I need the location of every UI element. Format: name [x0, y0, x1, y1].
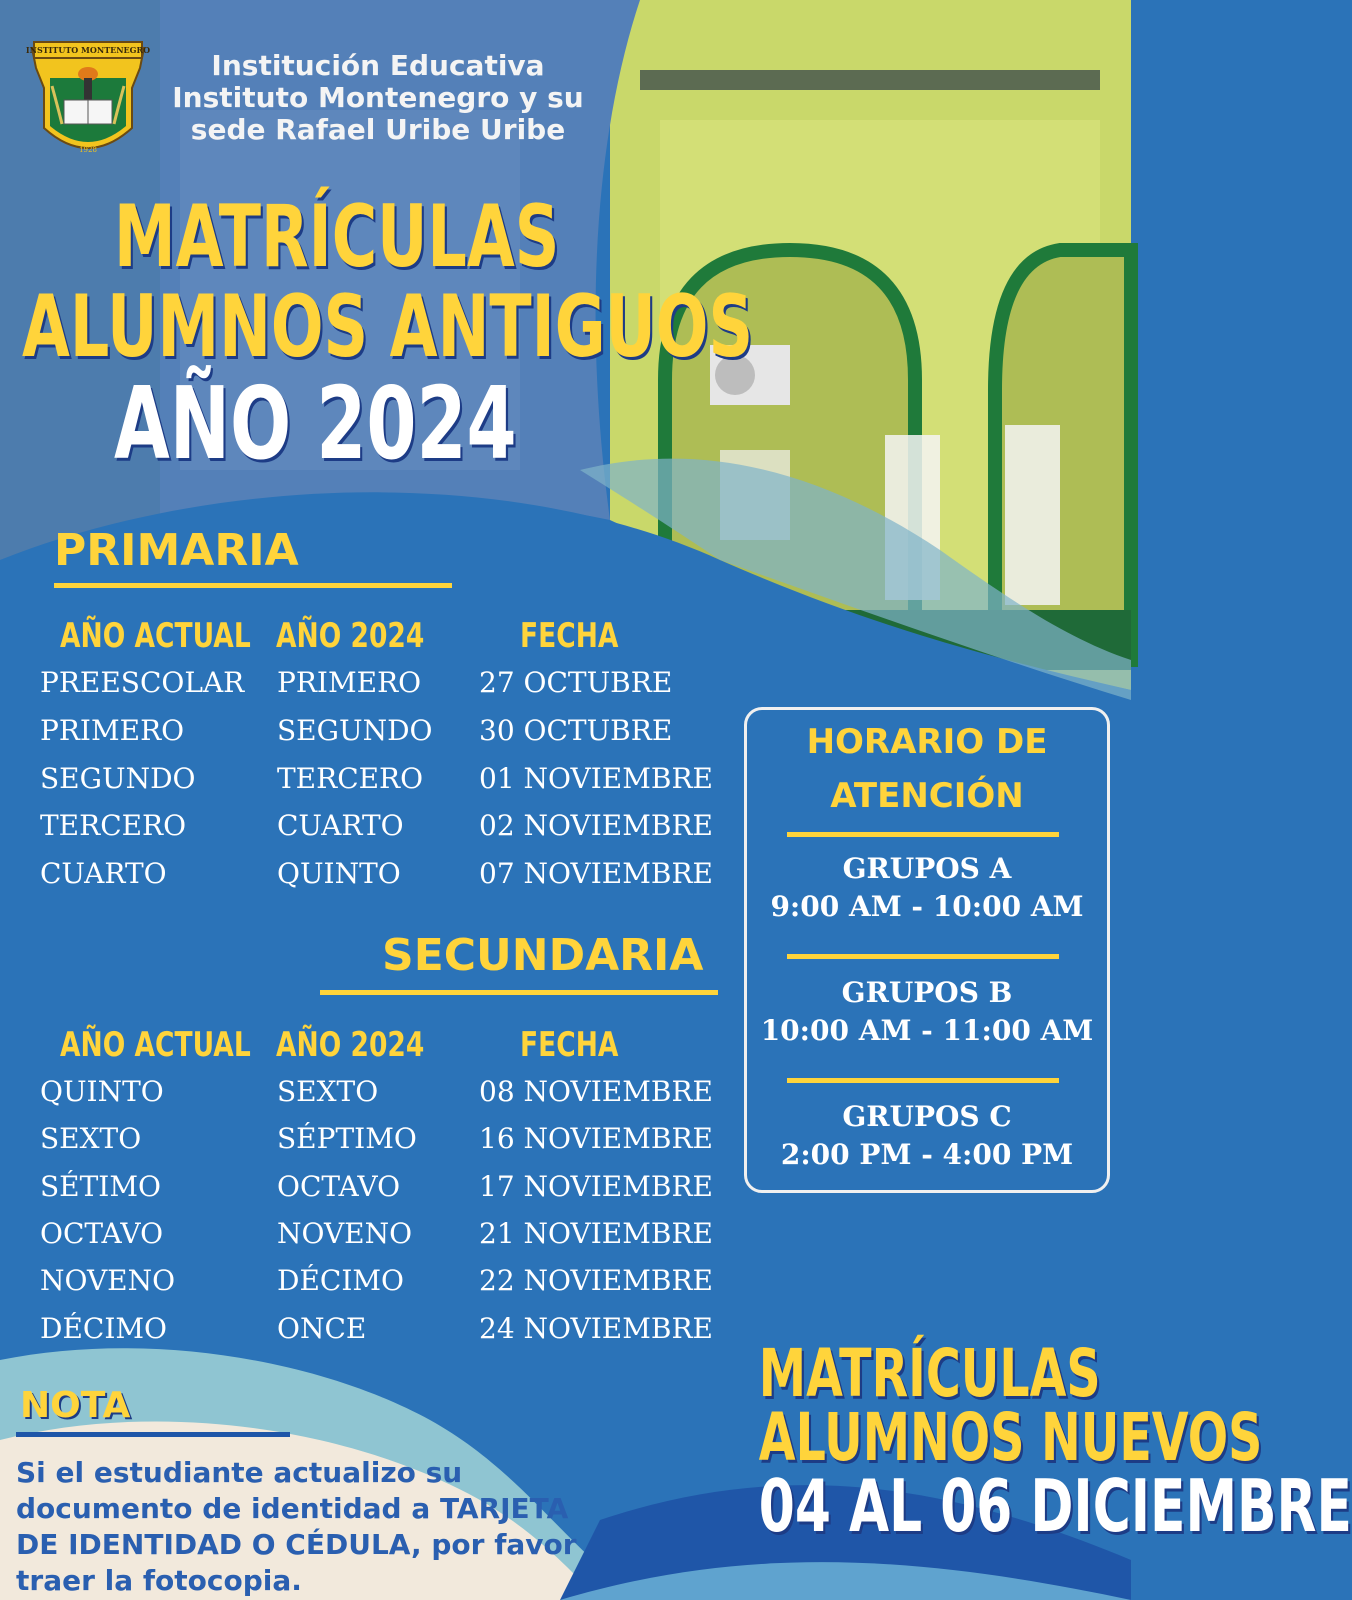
- cell-2024: SEXTO: [277, 1075, 379, 1108]
- secundaria-col-actual: AÑO ACTUAL: [60, 1025, 251, 1065]
- group-b-name: GRUPOS B: [841, 976, 1013, 1009]
- cell-actual: CUARTO: [40, 857, 167, 890]
- cell-2024: PRIMERO: [277, 666, 422, 699]
- table-row: [40, 1170, 720, 1218]
- cell-fecha: 22 NOVIEMBRE: [479, 1264, 713, 1297]
- nuevos-line-1: MATRÍCULAS: [758, 1335, 1101, 1412]
- group-a-time: 9:00 AM - 10:00 AM: [770, 890, 1084, 923]
- cell-2024: TERCERO: [277, 762, 424, 795]
- secundaria-heading: SECUNDARIA: [382, 930, 704, 981]
- cell-actual: SEXTO: [40, 1122, 142, 1155]
- cell-fecha: 27 OCTUBRE: [479, 666, 673, 699]
- table-row: [40, 857, 720, 905]
- group-b-time: 10:00 AM - 11:00 AM: [760, 1014, 1094, 1047]
- nota-underline: [16, 1432, 290, 1437]
- title-matriculas: MATRÍCULAS: [114, 187, 560, 287]
- cell-2024: ONCE: [277, 1312, 367, 1345]
- primaria-col-fecha: FECHA: [520, 616, 619, 656]
- table-row: [40, 1264, 720, 1312]
- cell-actual: PRIMERO: [40, 714, 185, 747]
- nota-text: Si el estudiante actualizo su documento de identidad a TARJETA DE IDENTIDAD O CÉDULA, por favor traer la fotocopia.: [16, 1456, 577, 1597]
- cell-2024: SÉPTIMO: [277, 1122, 417, 1155]
- nuevos-block: [700, 1335, 1352, 1548]
- table-row: [40, 1217, 720, 1265]
- cell-actual: QUINTO: [40, 1075, 164, 1108]
- cell-2024: CUARTO: [277, 809, 404, 842]
- cell-fecha: 08 NOVIEMBRE: [479, 1075, 713, 1108]
- logo-text: INSTITUTO MONTENEGRO: [25, 45, 151, 55]
- nota-heading: NOTA: [20, 1385, 131, 1426]
- horario-box: [744, 707, 1110, 1193]
- cell-fecha: 30 OCTUBRE: [479, 714, 673, 747]
- cell-fecha: 24 NOVIEMBRE: [479, 1312, 713, 1345]
- cell-actual: SÉTIMO: [40, 1170, 161, 1203]
- table-row: [40, 1122, 720, 1170]
- nuevos-line-3: 04 AL 06 DICIEMBRE: [758, 1464, 1352, 1548]
- table-row: [40, 1312, 720, 1360]
- secundaria-col-2024: AÑO 2024: [276, 1025, 425, 1065]
- table-row: [40, 762, 720, 810]
- cell-actual: SEGUNDO: [40, 762, 196, 795]
- table-row: [40, 809, 720, 857]
- horario-divider: [787, 954, 1059, 959]
- nuevos-line-2: ALUMNOS NUEVOS: [758, 1399, 1263, 1476]
- cell-fecha: 01 NOVIEMBRE: [479, 762, 713, 795]
- institution-line-2: Instituto Montenegro y su: [172, 81, 584, 114]
- table-row: [40, 666, 720, 714]
- group-c-time: 2:00 PM - 4:00 PM: [780, 1138, 1074, 1171]
- institution-name: [168, 50, 588, 146]
- cell-2024: QUINTO: [277, 857, 401, 890]
- cell-actual: PREESCOLAR: [40, 666, 245, 699]
- cell-2024: NOVENO: [277, 1217, 413, 1250]
- logo-year: 1928: [79, 146, 97, 154]
- title-year: AÑO 2024: [114, 365, 517, 482]
- cell-fecha: 17 NOVIEMBRE: [479, 1170, 713, 1203]
- cell-2024: SEGUNDO: [277, 714, 433, 747]
- primaria-col-actual: AÑO ACTUAL: [60, 616, 251, 656]
- horario-title-line-1: HORARIO DE: [806, 722, 1048, 762]
- cell-fecha: 21 NOVIEMBRE: [479, 1217, 713, 1250]
- horario-title-line-2: ATENCIÓN: [830, 776, 1024, 816]
- cell-2024: DÉCIMO: [277, 1264, 404, 1297]
- cell-fecha: 02 NOVIEMBRE: [479, 809, 713, 842]
- title-alumnos-antiguos: ALUMNOS ANTIGUOS: [22, 277, 754, 377]
- horario-divider: [787, 1078, 1059, 1083]
- cell-fecha: 16 NOVIEMBRE: [479, 1122, 713, 1155]
- group-a-name: GRUPOS A: [842, 852, 1012, 885]
- horario-divider: [787, 832, 1059, 837]
- school-logo: [22, 38, 154, 168]
- secundaria-underline: [320, 990, 718, 995]
- cell-actual: OCTAVO: [40, 1217, 164, 1250]
- cell-2024: OCTAVO: [277, 1170, 401, 1203]
- cell-actual: NOVENO: [40, 1264, 176, 1297]
- table-row: [40, 714, 720, 762]
- primaria-heading: PRIMARIA: [54, 525, 299, 576]
- institution-line-3: sede Rafael Uribe Uribe: [190, 113, 566, 146]
- cell-fecha: 07 NOVIEMBRE: [479, 857, 713, 890]
- primaria-underline: [54, 583, 452, 588]
- table-row: [40, 1075, 720, 1123]
- cell-actual: TERCERO: [40, 809, 187, 842]
- primaria-col-2024: AÑO 2024: [276, 616, 425, 656]
- secundaria-col-fecha: FECHA: [520, 1025, 619, 1065]
- institution-line-1: Institución Educativa: [211, 49, 545, 82]
- cell-actual: DÉCIMO: [40, 1312, 167, 1345]
- group-c-name: GRUPOS C: [842, 1100, 1012, 1133]
